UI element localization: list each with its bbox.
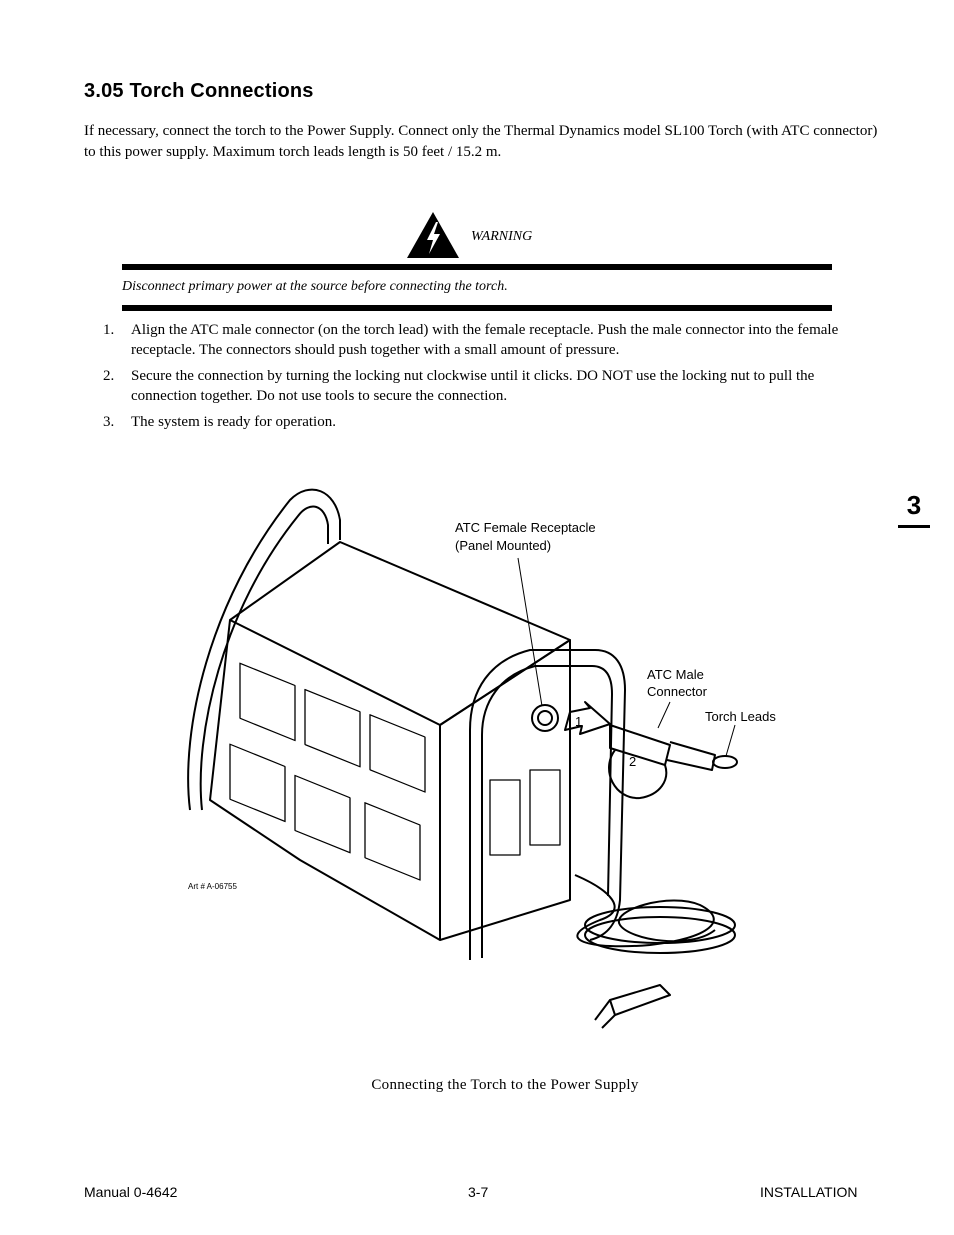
step-text: Align the ATC male connector (on the torch lead) with the female receptacle. Push the male connector into the female receptacle. The connectors should push together with a small amount of pressure. <box>131 322 839 358</box>
electric-shock-warning-icon <box>405 210 461 260</box>
step-text: The system is ready for operation. <box>131 414 336 430</box>
arrow-label-2: 2 <box>629 754 637 769</box>
steps-list <box>100 320 875 438</box>
callout-male-line2: Connector <box>647 684 707 699</box>
warning-text: Disconnect primary power at the source before connecting the torch. <box>122 279 508 294</box>
warning-rule-top <box>122 264 832 270</box>
arrow-label-1: 1 <box>575 714 583 729</box>
male-connector <box>610 725 670 765</box>
rear-handle-frame <box>188 490 340 810</box>
step-number: 1. <box>103 322 115 338</box>
push-arrow <box>565 702 610 734</box>
list-item <box>100 366 875 406</box>
torch-connection-illustration <box>170 480 790 1040</box>
warning-label: WARNING <box>471 229 533 244</box>
ground-clamp <box>610 985 670 1015</box>
callout-torch-leads: Torch Leads <box>705 709 776 724</box>
intro-paragraph: If necessary, connect the torch to the Power Supply. Connect only the Thermal Dynamics model SL100 Torch (with ATC connector) to this power supply. Maximum torch leads length is 50 feet / 15.2 m. <box>84 123 878 160</box>
footer-page-number: 3-7 <box>468 1184 489 1200</box>
warning-rule-bottom <box>122 305 832 311</box>
list-item <box>100 320 875 360</box>
callout-female-line2: (Panel Mounted) <box>455 538 552 553</box>
list-item <box>100 412 875 432</box>
footer-manual-number: Manual 0-4642 <box>84 1184 178 1200</box>
callout-male-line1: ATC Male <box>647 667 704 682</box>
callout-female-line1: ATC Female Receptacle <box>455 520 596 535</box>
cabinet-body <box>230 542 570 725</box>
chapter-tab: 3 <box>906 490 922 520</box>
figure-caption: Connecting the Torch to the Power Supply <box>371 1077 639 1093</box>
chapter-tab-rule <box>898 525 930 528</box>
step-text: Secure the connection by turning the locking nut clockwise until it clicks. DO NOT use the locking nut to pull the connection together. Do not use tools to secure the connection. <box>131 368 815 404</box>
female-receptacle <box>532 705 558 731</box>
section-title: 3.05 Torch Connections <box>84 80 314 102</box>
footer-chapter-name: INSTALLATION <box>760 1184 858 1200</box>
cable-coil <box>575 875 715 946</box>
step-number: 3. <box>103 414 115 430</box>
art-number: Art # A-06755 <box>188 882 237 891</box>
step-number: 2. <box>103 368 115 384</box>
